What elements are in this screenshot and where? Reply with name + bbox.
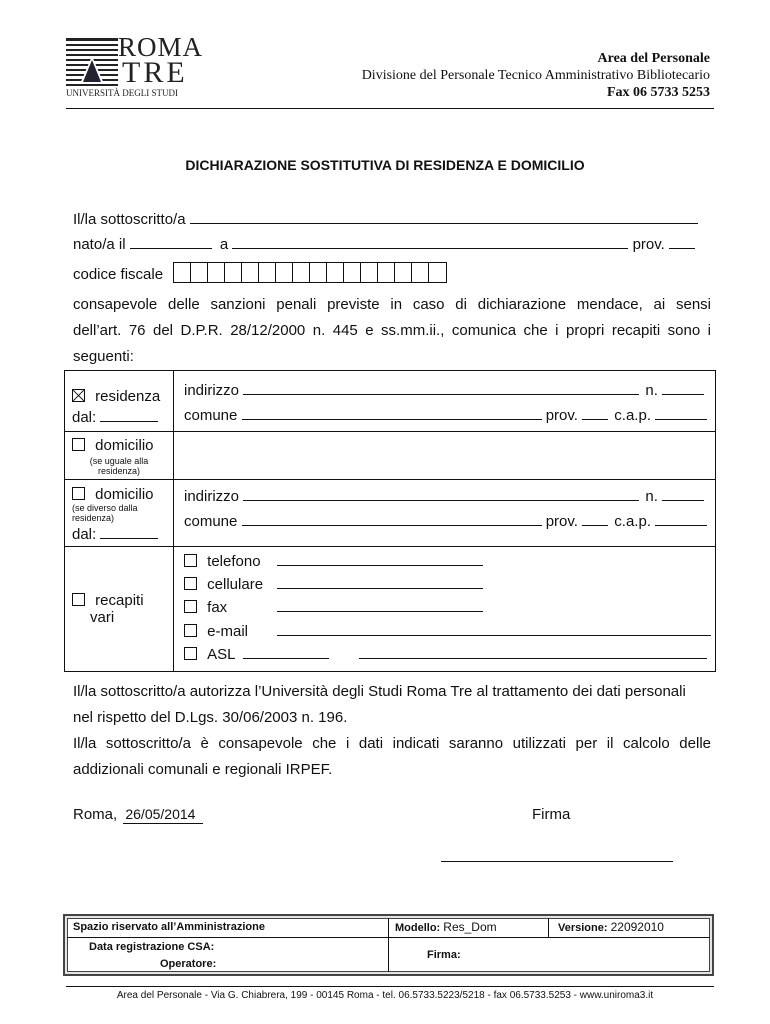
domicilio-n-label: n. — [645, 488, 658, 505]
cellulare-checkbox[interactable] — [184, 577, 197, 590]
domicilio-uguale-note: (se uguale alla residenza) — [89, 456, 149, 476]
date-value: 26/05/2014 — [125, 806, 196, 822]
header-fax: Fax 06 5733 5253 — [606, 85, 710, 100]
codice-fiscale-box[interactable] — [310, 263, 327, 282]
header-block — [362, 50, 710, 101]
place-date-row — [73, 806, 203, 824]
cellulare-field[interactable] — [277, 575, 483, 589]
header-area: Area del Personale — [597, 51, 710, 66]
asl-label: ASL — [207, 646, 235, 663]
admin-versione — [558, 920, 664, 934]
asl-checkbox[interactable] — [184, 647, 197, 660]
table-column-divider — [173, 370, 174, 672]
asl-extra-field[interactable] — [359, 645, 707, 659]
admin-data-registrazione: Data registrazione CSA: — [89, 941, 215, 953]
table-border-right — [715, 370, 716, 672]
contact-cellulare-row — [184, 575, 483, 593]
domicilio-uguale-cell — [72, 437, 154, 454]
contact-asl-row — [184, 645, 707, 663]
email-field[interactable] — [277, 622, 711, 636]
residenza-prov-label: prov. — [545, 407, 578, 424]
domicilio-comune-row — [184, 512, 707, 530]
date-field[interactable] — [123, 806, 203, 824]
firma-label: Firma — [532, 806, 571, 823]
residenza-cell — [72, 388, 160, 405]
fax-checkbox[interactable] — [184, 600, 197, 613]
table-border-top — [64, 370, 716, 371]
domicilio-prov-label: prov. — [545, 513, 578, 530]
consent-paragraph — [73, 679, 711, 783]
contact-fax-row — [184, 598, 483, 616]
residenza-dal-label: dal: — [72, 409, 97, 426]
table-row-divider-1 — [64, 431, 716, 432]
birth-date-field[interactable] — [130, 235, 212, 249]
birth-place-field[interactable] — [232, 235, 628, 249]
asl-field[interactable] — [243, 645, 329, 659]
domicilio-prov-field[interactable] — [582, 512, 608, 526]
telefono-checkbox[interactable] — [184, 554, 197, 567]
admin-col-divider-1 — [388, 918, 389, 972]
codice-fiscale-box[interactable] — [225, 263, 242, 282]
header-division: Divisione del Personale Tecnico Amministrativo Bibliotecario — [361, 68, 710, 83]
domicilio-uguale-checkbox[interactable] — [72, 438, 85, 451]
recapiti-label-1: recapiti — [95, 592, 144, 609]
residenza-dal — [72, 408, 158, 426]
university-logo — [66, 32, 204, 100]
intro-line-3: seguenti: — [73, 348, 134, 365]
sottoscritto-field[interactable] — [190, 210, 698, 224]
logo-name-top: ROMA — [118, 32, 204, 62]
contact-email-row — [184, 622, 711, 640]
domicilio-diverso-note: (se diverso dalla residenza) — [72, 503, 138, 523]
nato-row — [73, 235, 695, 253]
page-title: DICHIARAZIONE SOSTITUTIVA DI RESIDENZA E DOMICILIO — [185, 157, 585, 173]
codice-fiscale-box[interactable] — [276, 263, 293, 282]
domicilio-diverso-dal — [72, 525, 158, 543]
nato-label: nato/a il — [73, 236, 126, 253]
domicilio-diverso-label: domicilio — [95, 486, 154, 503]
residenza-indirizzo-field[interactable] — [243, 381, 639, 395]
residenza-dal-field[interactable] — [100, 408, 158, 422]
table-row-divider-2 — [64, 479, 716, 480]
domicilio-diverso-checkbox[interactable] — [72, 487, 85, 500]
versione-value: 22092010 — [610, 920, 664, 934]
residenza-checkbox[interactable] — [72, 389, 85, 402]
codice-fiscale-box[interactable] — [378, 263, 395, 282]
domicilio-n-field[interactable] — [662, 487, 704, 501]
email-label: e-mail — [207, 623, 249, 640]
codice-fiscale-box[interactable] — [361, 263, 378, 282]
consent-line-1: Il/la sottoscritto/a autorizza l’Università degli Studi Roma Tre al trattamento dei dati personali — [73, 683, 686, 700]
birth-prov-field[interactable] — [669, 235, 695, 249]
residenza-label: residenza — [95, 388, 161, 405]
codice-fiscale-box[interactable] — [293, 263, 310, 282]
header-divider — [66, 108, 714, 109]
residenza-cap-field[interactable] — [655, 406, 707, 420]
intro-line-2: dell’art. 76 del D.P.R. 28/12/2000 n. 445 e ss.mm.ii., comunica che i propri recapiti sono i — [73, 322, 711, 339]
codice-fiscale-box[interactable] — [344, 263, 361, 282]
codice-fiscale-box[interactable] — [412, 263, 429, 282]
footer-text: Area del Personale - Via G. Chiabrera, 199 - 00145 Roma - tel. 06.5733.5223/5218 - fax 06.5733.5253 - www.uniroma3.it — [116, 990, 654, 1001]
domicilio-cap-label: c.a.p. — [614, 513, 651, 530]
codice-fiscale-box[interactable] — [327, 263, 344, 282]
residenza-n-label: n. — [645, 382, 658, 399]
admin-firma: Firma: — [427, 949, 461, 961]
recapiti-cell — [72, 592, 144, 609]
domicilio-indirizzo-label: indirizzo — [184, 488, 240, 505]
fax-label: fax — [207, 599, 228, 616]
telefono-field[interactable] — [277, 552, 483, 566]
admin-operatore: Operatore: — [160, 958, 217, 970]
birth-place-label: a — [219, 236, 229, 253]
recapiti-label-2: vari — [90, 609, 115, 626]
codice-fiscale-box[interactable] — [395, 263, 412, 282]
residenza-n-field[interactable] — [662, 381, 704, 395]
residenza-comune-field[interactable] — [242, 406, 542, 420]
recapiti-table — [64, 370, 716, 672]
codice-fiscale-box[interactable] — [259, 263, 276, 282]
modello-value: Res_Dom — [443, 920, 497, 934]
telefono-label: telefono — [207, 553, 261, 570]
admin-box — [63, 914, 714, 976]
domicilio-indirizzo-row — [184, 487, 704, 505]
admin-col-divider-2 — [548, 918, 549, 937]
codice-fiscale-box[interactable] — [191, 263, 208, 282]
residenza-indirizzo-row — [184, 381, 704, 399]
modello-label: Modello: — [395, 922, 441, 934]
table-row-divider-3 — [64, 546, 716, 547]
codice-fiscale-box[interactable] — [429, 263, 446, 282]
recapiti-checkbox[interactable] — [72, 593, 85, 606]
signature-line[interactable] — [441, 861, 673, 862]
logo-subtitle: UNIVERSITÀ DEGLI STUDI — [66, 88, 178, 98]
table-border-bottom — [64, 671, 716, 672]
domicilio-dal-label: dal: — [72, 526, 97, 543]
cellulare-label: cellulare — [207, 576, 264, 593]
versione-label: Versione: — [558, 922, 608, 934]
place-label: Roma, — [73, 806, 118, 823]
intro-line-1: consapevole delle sanzioni penali previste in caso di dichiarazione mendace, ai sensi — [73, 296, 711, 313]
codice-fiscale-box[interactable] — [174, 263, 191, 282]
email-checkbox[interactable] — [184, 624, 197, 637]
consent-line-2: nel rispetto del D.Lgs. 30/06/2003 n. 196. — [73, 709, 348, 726]
residenza-comune-label: comune — [184, 407, 238, 424]
sottoscritto-row — [73, 210, 698, 228]
residenza-cap-label: c.a.p. — [614, 407, 651, 424]
residenza-comune-row — [184, 406, 707, 424]
codice-fiscale-row — [73, 262, 447, 286]
consent-line-3: Il/la sottoscritto/a è consapevole che i dati indicati saranno utilizzati per il calcolo delle — [73, 735, 711, 752]
codice-fiscale-box[interactable] — [208, 263, 225, 282]
domicilio-comune-field[interactable] — [242, 512, 542, 526]
domicilio-indirizzo-field[interactable] — [243, 487, 639, 501]
codice-fiscale-label: codice fiscale — [73, 266, 164, 283]
admin-spazio: Spazio riservato all’Amministrazione — [73, 921, 265, 933]
admin-modello — [395, 920, 497, 934]
fax-field[interactable] — [277, 598, 483, 612]
contact-telefono-row — [184, 552, 483, 570]
intro-paragraph — [73, 292, 711, 370]
domicilio-cap-field[interactable] — [655, 512, 707, 526]
residenza-indirizzo-label: indirizzo — [184, 382, 240, 399]
footer-divider — [66, 986, 714, 987]
table-border-left — [64, 370, 65, 672]
birth-prov-label: prov. — [632, 236, 665, 253]
residenza-prov-field[interactable] — [582, 406, 608, 420]
logo-name-bottom: TRE — [122, 56, 188, 89]
codice-fiscale-box[interactable] — [242, 263, 259, 282]
domicilio-diverso-cell — [72, 486, 154, 503]
sottoscritto-label: Il/la sottoscritto/a — [73, 211, 186, 228]
domicilio-uguale-label: domicilio — [95, 437, 154, 454]
codice-fiscale-boxes[interactable] — [173, 262, 447, 283]
domicilio-comune-label: comune — [184, 513, 238, 530]
consent-line-4: addizionali comunali e regionali IRPEF. — [73, 761, 333, 778]
domicilio-dal-field[interactable] — [100, 525, 158, 539]
